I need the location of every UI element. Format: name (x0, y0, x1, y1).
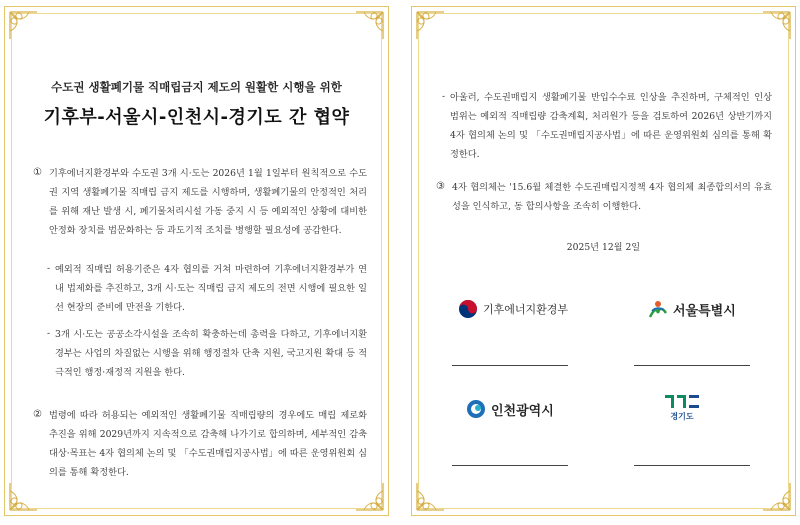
corner-ornament-icon (414, 9, 448, 43)
clause-3-number: ③ (436, 181, 445, 192)
seoul-emblem-icon (648, 299, 668, 319)
document-subtitle: 수도권 생활폐기물 직매립금지 제도의 원활한 시행을 위한 (51, 80, 342, 94)
signatory-name: 경기도 (670, 412, 694, 421)
corner-ornament-icon (759, 479, 793, 513)
signature-line (634, 365, 750, 366)
document-title: 기후부-서울시-인천시-경기도 간 협약 (43, 107, 350, 128)
continuation-bullet: 아울러, 수도권매립지 생활폐기물 반입수수료 인상을 추진하며, 구체적인 인상 범위는 예외적 직매립량 감축계획, 처리원가 등을 검토하여 2026년 상반기까지 4자 협의체 논의 및 「수도권매립지공사법」에 따른 운영위원회 심의를 통해 확정한다. (450, 92, 772, 160)
corner-ornament-icon (759, 9, 793, 43)
signature-line (634, 465, 750, 466)
signatory-gyeonggi (664, 394, 700, 422)
signatory-incheon (466, 399, 554, 419)
agreement-date: 2025년 12월 2일 (566, 242, 641, 253)
signatory-name: 기후에너지환경부 (483, 303, 569, 316)
clause-1-bullet-2: 3개 시·도는 공공소각시설을 조속히 확충하는데 총력을 다하고, 기후에너지환경부는 사업의 차질없는 시행을 위해 행정절차 단축 지원, 국고지원 확대 등 적극적인 행정·재정적 지원을 한다. (55, 329, 367, 378)
corner-ornament-icon (352, 9, 386, 43)
taegeuk-emblem-icon (458, 299, 478, 319)
signature-line (452, 465, 568, 466)
incheon-emblem-icon (466, 399, 486, 419)
clause-2-number: ② (33, 409, 42, 420)
signature-line (452, 365, 568, 366)
clause-1-number: ① (33, 167, 42, 178)
gyeonggi-emblem-icon (664, 394, 700, 410)
bullet-dash: - (47, 263, 51, 274)
clause-1-text: 기후에너지환경부와 수도권 3개 시·도는 2026년 1월 1일부터 원칙적으로 수도권 지역 생활폐기물 직매립 금지 제도를 시행하며, 생활폐기물의 안정적인 처리를 위해 재난 발생 시, 폐기물처리시설 가동 중지 시 등 예외적인 상황에 대비한 안정화 장치를 법문화하는 등 과도기적 조치를 병행할 필요성에 공감한다. (49, 168, 367, 236)
bullet-dash: - (47, 328, 51, 339)
clause-1-bullet-1: 예외적 직매립 허용기준은 4자 협의를 거쳐 마련하여 기후에너지환경부가 연내 법제화를 추진하고, 3개 시·도는 직매립 금지 제도의 전면 시행에 필요한 일선 현장의 준비에 만전을 기한다. (55, 264, 367, 313)
left-page (4, 6, 389, 516)
corner-ornament-icon (7, 479, 41, 513)
signatory-seoul (648, 299, 736, 319)
clause-3-text: 4자 협의체는 '15.6월 체결한 수도권매립지정책 4자 협의체 최종합의서의 유효성을 인식하고, 동 합의사항을 조속히 이행한다. (452, 182, 772, 212)
signatory-name: 인천광역시 (491, 403, 554, 419)
bullet-dash: - (442, 91, 446, 102)
corner-ornament-icon (352, 479, 386, 513)
signatory-climate-ministry (458, 299, 568, 319)
signatory-name: 서울특별시 (673, 303, 736, 319)
corner-ornament-icon (7, 9, 41, 43)
corner-ornament-icon (414, 479, 448, 513)
clause-2-text: 법령에 따라 허용되는 예외적인 생활폐기물 직매립량의 경우에도 매립 제로화 추진을 위해 2029년까지 지속적으로 감축해 나가기로 합의하며, 세부적인 감축 대상·목표는 4자 협의체 논의 및 「수도권매립지공사법」에 따른 운영위원회 심의를 통해 확정한다. (49, 410, 367, 478)
right-page (411, 6, 796, 516)
